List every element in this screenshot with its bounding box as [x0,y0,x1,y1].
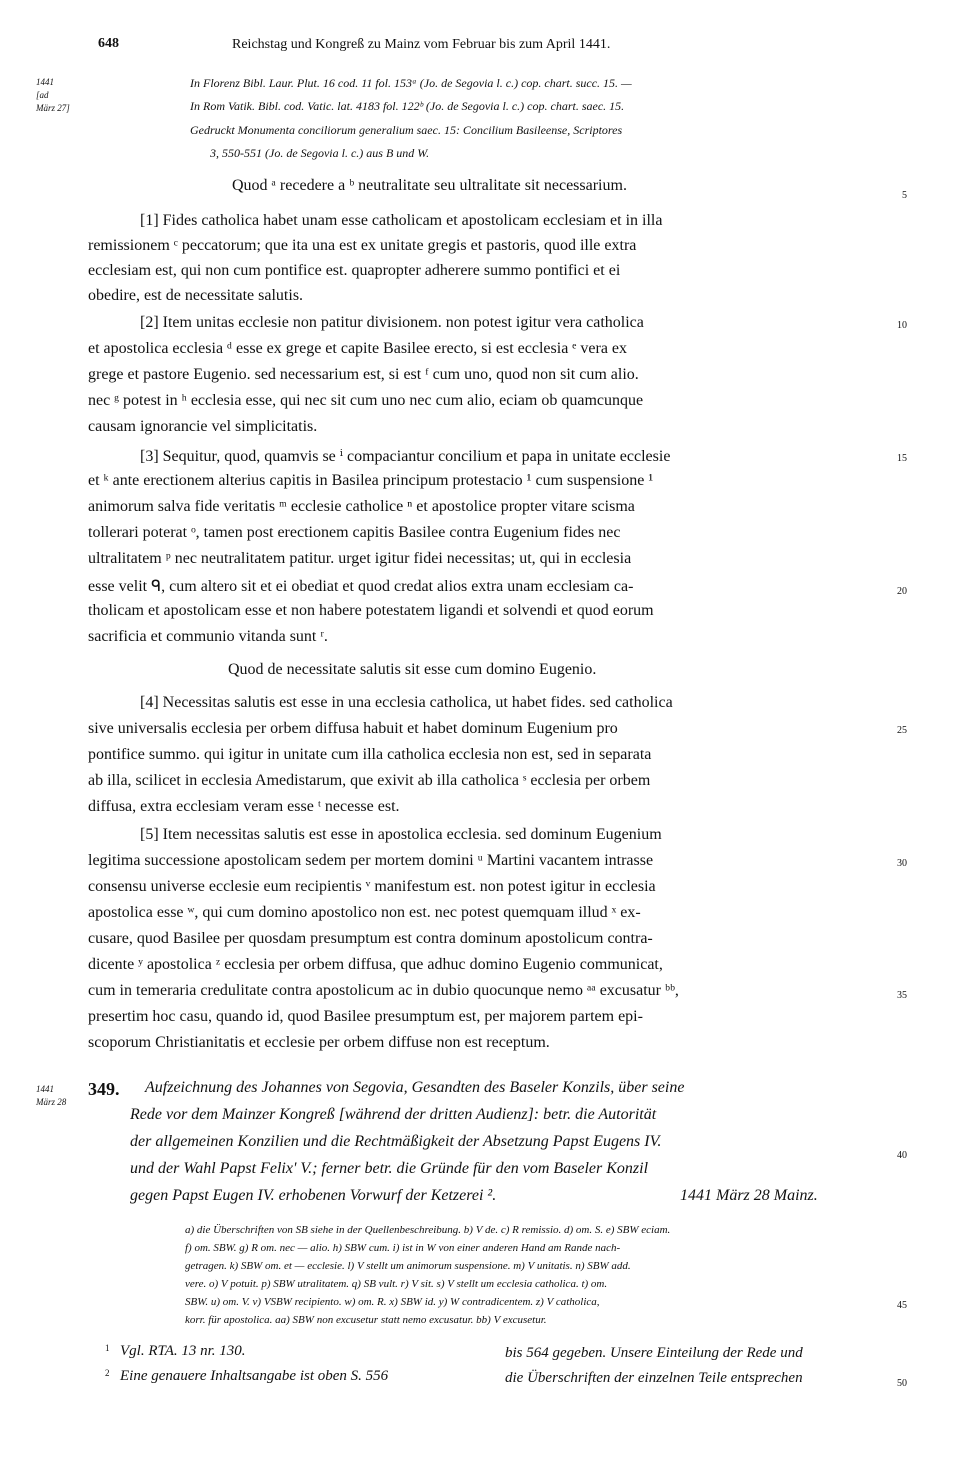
footnote-text: Vgl. RTA. 13 nr. 130. [120,1343,246,1359]
footnote-continuation: die Überschriften der einzelnen Teile entsprechen [505,1370,803,1386]
body-line: ultralitatem ᵖ nec neutralitatem patitur. urget igitur fidei necessitas; ut, qui in ecclesia [88,550,632,567]
body-line: nec ᵍ potest in ʰ ecclesia esse, qui nec sit cum uno nec cum alio, eciam ob quamcunque [88,392,644,409]
source-line: In Florenz Bibl. Laur. Plut. 16 cod. 11 fol. 153ᵃ (Jo. de Segovia l. c.) cop. chart. succ. 15. — [190,76,632,90]
body-line: pontifice summo. qui igitur in unitate cum illa catholica ecclesia non est, sed in separata [88,746,652,763]
footnote-continuation: bis 564 gegeben. Unsere Einteilung der Rede und [505,1345,803,1361]
body-line: apostolica esse ʷ, qui cum domino apostolico non est. nec potest quemquam illud ˣ ex- [88,904,641,921]
document-title-line: Rede vor dem Mainzer Kongreß [während der dritten Audienz]: betr. die Autorität [130,1106,657,1123]
body-line: remissionem ᶜ peccatorum; que ita una est ex unitate gregis et pastoris, quod ille extra [88,237,637,254]
body-line: ecclesiam est, qui non cum pontifice est. quapropter adherere summo pontifici et ei [88,262,621,279]
document-number: 349. [88,1079,120,1099]
body-line: dicente ʸ apostolica ᶻ ecclesia per orbem diffusa, que adhuc domino Eugenio communicat, [88,956,663,973]
variant-note-line: vere. o) V potuit. p) SBW utralitatem. q) SB vult. r) V sit. s) V stellt um ecclesia catholica. t) om. [185,1278,608,1290]
line-number: 15 [897,453,907,464]
variant-note-line: korr. für apostolica. aa) SBW non excusetur statt nemo excusatur. bb) V excusetur. [185,1314,547,1326]
line-number: 45 [897,1300,907,1311]
line-number: 30 [897,858,907,869]
body-line: sive universalis ecclesia per orbem diffusa habuit et habet dominum Eugenium pro [88,720,618,737]
body-line: [1] Fides catholica habet unam esse catholicam et apostolicam ecclesiam et in illa [140,212,663,229]
margin-date-line: 1441 [36,77,54,87]
margin-date-line: März 27] [36,103,70,113]
footnote-mark: 1 [105,1343,110,1353]
source-line: In Rom Vatik. Bibl. cod. Vatic. lat. 4183 fol. 122ᵇ (Jo. de Segovia l. c.) cop. chart. saec. 15. [190,99,625,113]
line-number: 35 [897,990,907,1001]
margin-date-bottom [36,1083,86,1109]
body-line: [3] Sequitur, quod, quamvis se ⁱ compaciantur concilium et papa in unitate ecclesie [140,448,671,465]
document-title-line: und der Wahl Papst Felix' V.; ferner betr. die Gründe für den vom Baseler Konzil [130,1160,649,1177]
body-line: tollerari poterat ᵒ, tamen post erectionem capitis Basilee contra Eugenium fides nec [88,524,621,541]
body-line: grege et pastore Eugenio. sed necessarium est, si est ᶠ cum uno, quod non sit cum alio. [88,366,639,383]
body-line: legitima successione apostolicam sedem per mortem domini ᵘ Martini vacantem intrasse [88,852,654,869]
source-line: Gedruckt Monumenta conciliorum generalium saec. 15: Concilium Basileense, Scriptores [190,123,623,137]
section-heading: Quod de necessitate salutis sit esse cum domino Eugenio. [228,661,597,678]
body-line: obedire, est de necessitate salutis. [88,287,304,304]
body-line: esse velit ᑫ, cum altero sit et ei obediat et quod credat alios extra unam ecclesiam ca- [88,578,634,595]
line-number: 50 [897,1378,907,1389]
body-line: [5] Item necessitas salutis est esse in apostolica ecclesia. sed dominum Eugenium [140,826,662,843]
line-number: 20 [897,586,907,597]
margin-date-line: [ad [36,90,49,100]
variant-note-line: getragen. k) SBW om. et — ecclesie. l) V stellt um animorum suspensione. m) V unitatis. n) SBW add. [185,1260,631,1272]
body-line: cusare, quod Basilee per quosdam presumptum est contra dominum apostolicum contra- [88,930,653,947]
body-line: tholicam et apostolicam esse et non habere potestatem ligandi et solvendi et quod eorum [88,602,654,619]
page-number: 648 [98,36,119,51]
margin-date-top [36,76,86,115]
body-line: scoporum Christianitatis et ecclesie per orbem diffuse non est receptum. [88,1034,550,1051]
line-number: 5 [902,190,907,201]
body-line: [2] Item unitas ecclesie non patitur divisionem. non potest igitur vera catholica [140,314,644,331]
variant-note-line: f) om. SBW. g) R om. nec — alio. h) SBW cum. i) ist in W von einer anderen Hand am Rande nach- [185,1242,621,1254]
footnote-text: Eine genauere Inhaltsangabe ist oben S. 556 [120,1368,389,1384]
body-line: [4] Necessitas salutis est esse in una ecclesia catholica, ut habet fides. sed catholica [140,694,673,711]
margin-date-line: 1441 [36,1084,54,1094]
document-date-place: 1441 März 28 Mainz. [680,1187,818,1204]
body-line: presertim hoc casu, quando id, quod Basilee presumptum est, per majorem partem epi- [88,1008,643,1025]
body-line: sacrificia et communio vitanda sunt ʳ. [88,628,328,645]
margin-date-line: März 28 [36,1097,67,1107]
body-line: animorum salva fide veritatis ᵐ ecclesie catholice ⁿ et apostolice propter vitare scisma [88,498,635,515]
document-title-line: der allgemeinen Konzilien und die Rechtmäßigkeit der Absetzung Papst Eugens IV. [130,1133,662,1150]
variant-note-line: a) die Überschriften von SB siehe in der Quellenbeschreibung. b) V de. c) R remissio. d) om. S. e) SBW eciam. [185,1224,671,1236]
body-line: cum in temeraria credulitate contra apostolicum ac in dubio quocunque nemo ᵃᵃ excusatur ᵇᵇ, [88,982,679,999]
source-line: 3, 550-551 (Jo. de Segovia l. c.) aus B und W. [210,146,430,160]
line-number: 40 [897,1150,907,1161]
variant-note-line: SBW. u) om. V. v) VSBW recipiento. w) om. R. x) SBW id. y) W contradicentem. z) V catholica, [185,1296,600,1308]
line-number: 25 [897,725,907,736]
body-line: et ᵏ ante erectionem alterius capitis in Basilea principum protestacio ¹ cum suspensione ¹ [88,472,654,489]
running-title: Reichstag und Kongreß zu Mainz vom Februar bis zum April 1441. [232,37,611,52]
body-line: causam ignorancie vel simplicitatis. [88,418,318,435]
document-title-line: gegen Papst Eugen IV. erhobenen Vorwurf der Ketzerei ². [130,1187,497,1204]
footnote-mark: 2 [105,1368,110,1378]
line-number: 10 [897,320,907,331]
document-title-line: Aufzeichnung des Johannes von Segovia, Gesandten des Baseler Konzils, über seine [145,1079,685,1096]
body-line: et apostolica ecclesia ᵈ esse ex grege et capite Basilee erecto, si est ecclesia ᵉ vera ex [88,340,628,357]
body-line: ab illa, scilicet in ecclesia Amedistarum, que exivit ab illa catholica ˢ ecclesia per orbem [88,772,651,789]
body-line: consensu universe ecclesie eum recipientis ᵛ manifestum est. non potest igitur in ecclesia [88,878,656,895]
body-line: diffusa, extra ecclesiam veram esse ᵗ necesse est. [88,798,400,815]
section-heading: Quod ᵃ recedere a ᵇ neutralitate seu ultralitate sit necessarium. [232,177,627,194]
